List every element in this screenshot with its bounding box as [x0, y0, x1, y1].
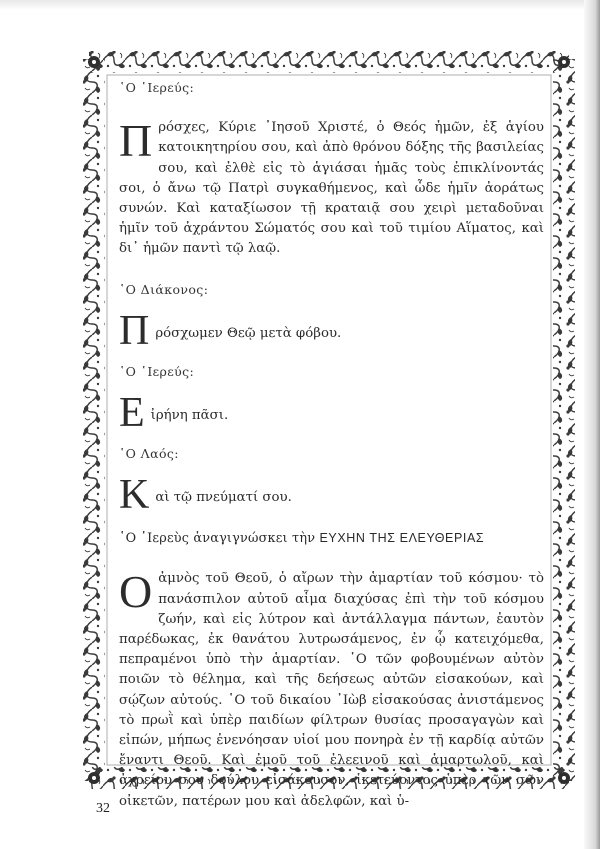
dropcap-deacon: Π	[119, 307, 150, 354]
page-right-edge	[584, 0, 600, 849]
prayer-1	[119, 115, 544, 259]
people-line-text: αὶ τῷ πνεύματί σου.	[155, 490, 292, 506]
deacon-line	[119, 307, 544, 354]
deacon-line-text: ρόσχωμεν Θεῷ μετὰ φόβου.	[155, 325, 342, 341]
role-people: ῾Ο Λαός:	[119, 446, 179, 462]
role-priest-2: ῾Ο ῾Ιερεύς:	[119, 363, 195, 379]
role-priest-1: ῾Ο ῾Ιερεύς:	[119, 80, 195, 95]
rubric-line	[119, 528, 544, 549]
rubric-title: ΕΥΧΗΝ ΤΗΣ ΕΛΕΥΘΕΡΙΑΣ	[319, 531, 485, 546]
dropcap-prayer-2: Ο	[119, 566, 153, 618]
page-number: 32	[96, 801, 110, 816]
dropcap-people: Κ	[119, 472, 150, 519]
rubric-prefix: ῾Ο ῾Ιερεὺς ἀναγιγνώσκει τὴν	[119, 531, 316, 547]
prayer-2-text: ἀμνὸς τοῦ Θεοῦ, ὁ αἴρων τὴν ἁμαρτίαν τοῦ κόσμου· τὸ πανάσπιλον αὐτοῦ αἷμα διαχύσας ἐπὶ τὴν τοῦ κόσμου ζωήν, καὶ εἰς λύτρον καὶ ἀντάλλαγμα πάντων, ἑαυτὸν παρέδωκας, ἐκ θανάτου λυτρωσάμενος, ἐν ᾧ κατειχόμεθα, πεπραμένοι ὑπὸ τὴν ἁμαρτίαν. ῾Ο τῶν φοβουμένων αὐτὸν ποιῶν τὸ θέλημα, καὶ τῆς δεήσεως αὐτῶν εἰσακούων, καὶ σῴζων αὐτούς. ῾Ο τοῦ δικαίου ᾿Ιὼβ εἰσακούσας ἀνιστάμενος τὸ πρωῒ καὶ ὑπὲρ παιδίων φίλτρων θυσίας προσαγαγὼν καὶ εἰπών, μήπως ἐνενόησαν υἱοί μου πονηρὰ ἐν τῇ καρδίᾳ αὐτῶν ἔναντι Θεοῦ. Καὶ ἐμοῦ τοῦ ἐλεεινοῦ καὶ ἁμαρτωλοῦ, καὶ ἀχρείου σου δούλου εἰσάκουσον, ἱκετεύοντος ὑπὲρ τῶν σῶν οἰκετῶν, πατέρων μου καὶ ἀδελφῶν, καὶ ὑ-	[119, 571, 544, 809]
role-deacon: ῾Ο Διάκονος:	[119, 281, 209, 297]
dropcap-priest: Ε	[119, 390, 145, 437]
liturgy-text	[119, 72, 544, 812]
prayer-2	[119, 566, 544, 811]
prayer-1-text: ρόσχες, Κύριε ᾿Ιησοῦ Χριστέ, ὁ Θεός ἡμῶν, ἐξ ἁγίου κατοικητηρίου σου, καὶ ἀπὸ θρόνου δόξης τῆς βασιλείας σου, καὶ ἐλθὲ εἰς τὸ ἁγιάσαι ἡμᾶς τοὺς ἐπικλίνοντάς σοι, ὁ ἄνω τῷ Πατρὶ συγκαθήμενος, καὶ ὧδε ἡμῖν ἀοράτως συνών. Καὶ καταξίωσον τῇ κραταιᾷ σου χειρὶ μεταδοῦναι ἡμῖν τοῦ ἀχράντου Σώματός σου καὶ τοῦ τιμίου Αἵματος, καὶ δι᾿ ἡμῶν παντὶ τῷ λαῷ.	[119, 120, 544, 257]
dropcap-prayer-1: Π	[119, 115, 153, 167]
priest-line-text: ἰρήνη πᾶσι.	[150, 408, 229, 424]
priest-line	[119, 390, 544, 437]
people-line	[119, 472, 544, 519]
page-top-shadow	[0, 0, 600, 10]
